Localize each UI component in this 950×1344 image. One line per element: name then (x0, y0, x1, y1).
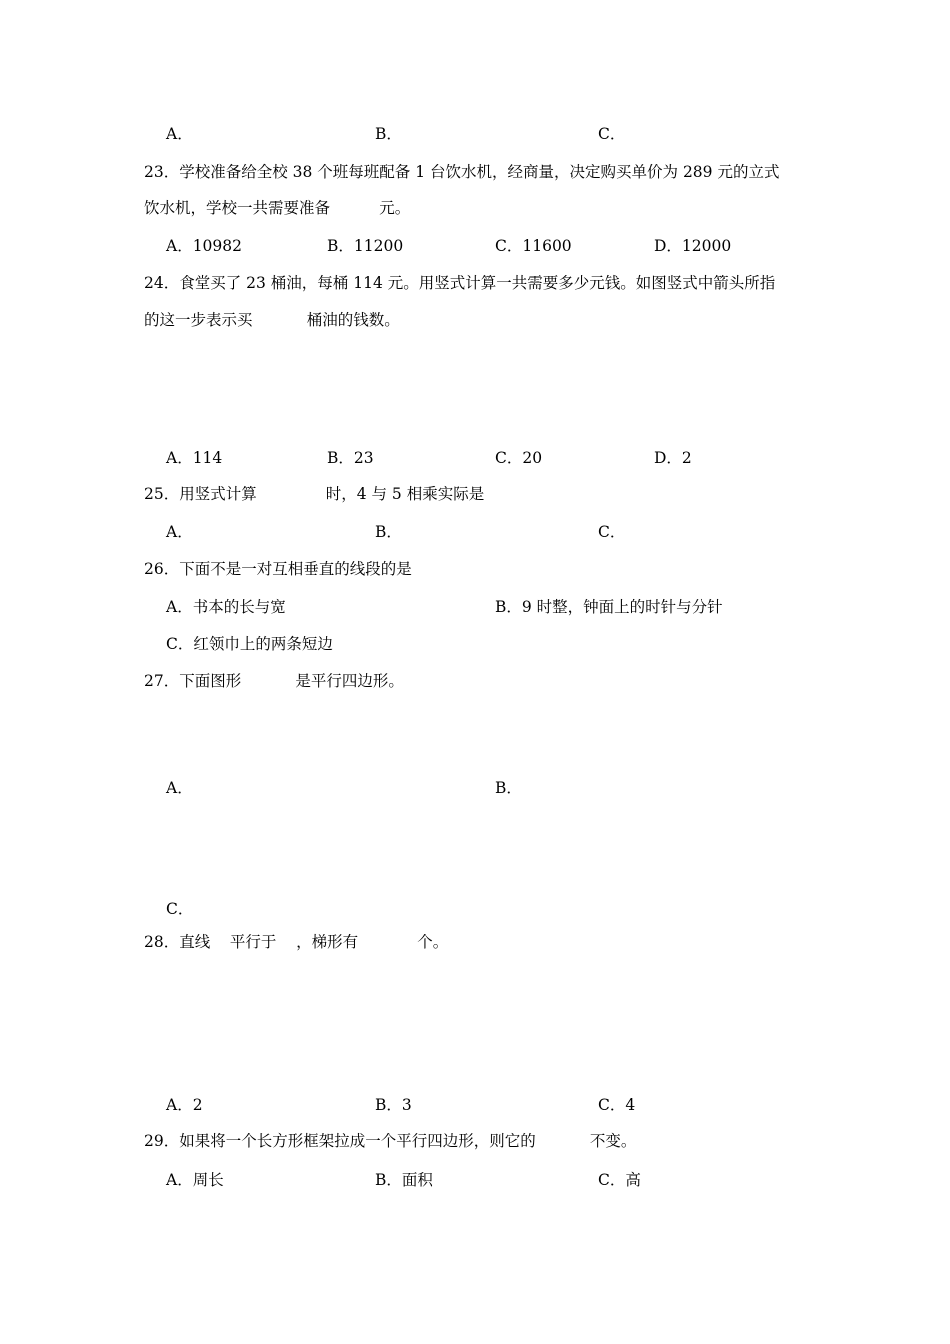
q27-option-b: B． (495, 779, 522, 797)
q28-option-b: B．3 (375, 1096, 412, 1114)
q25-option-c: C． (598, 523, 626, 541)
q27-option-c: C． (166, 900, 194, 918)
q22-option-c: C． (598, 125, 626, 143)
q23-text-line1: 23．学校准备给全校 38 个班每班配备 1 台饮水机，经商量，决定购买单价为 289 元的立式 (144, 163, 780, 181)
q29-option-c: C．高 (598, 1171, 641, 1189)
q23-option-b: B．11200 (327, 237, 404, 255)
q23-option-a: A．10982 (166, 237, 243, 255)
q24-option-d: D．2 (654, 449, 692, 467)
q25-option-a: A． (166, 523, 193, 541)
q27-option-a: A． (166, 779, 193, 797)
q25-option-b: B． (375, 523, 402, 541)
q29-option-b: B．面积 (375, 1171, 433, 1189)
q22-option-a: A． (166, 125, 193, 143)
q24-text-line2: 的这一步表示买 桶油的钱数。 (144, 311, 400, 329)
q24-option-b: B．23 (327, 449, 374, 467)
q24-option-c: C．20 (495, 449, 543, 467)
q26-option-c: C．红领巾上的两条短边 (166, 635, 333, 653)
q23-option-d: D．12000 (654, 237, 732, 255)
q24-option-a: A．114 (166, 449, 223, 467)
q29-text: 29．如果将一个长方形框架拉成一个平行四边形，则它的 不变。 (144, 1132, 637, 1150)
q26-option-a: A．书本的长与宽 (166, 598, 286, 616)
q22-option-b: B． (375, 125, 402, 143)
q26-option-b: B．9 时整，钟面上的时针与分针 (495, 598, 723, 616)
q29-option-a: A．周长 (166, 1171, 224, 1189)
q24-text-line1: 24．食堂买了 23 桶油，每桶 114 元。用竖式计算一共需要多少元钱。如图竖式中箭头所指 (144, 274, 776, 292)
q28-option-a: A．2 (166, 1096, 203, 1114)
q27-text: 27．下面图形 是平行四边形。 (144, 672, 404, 690)
q28-option-c: C．4 (598, 1096, 636, 1114)
q25-text: 25．用竖式计算 时，4 与 5 相乘实际是 (144, 485, 485, 503)
q28-text: 28．直线 平行于 ，梯形有 个。 (144, 933, 449, 951)
q26-text: 26．下面不是一对互相垂直的线段的是 (144, 560, 412, 578)
q23-text-line2: 饮水机，学校一共需要准备 元。 (144, 199, 411, 217)
q23-option-c: C．11600 (495, 237, 572, 255)
